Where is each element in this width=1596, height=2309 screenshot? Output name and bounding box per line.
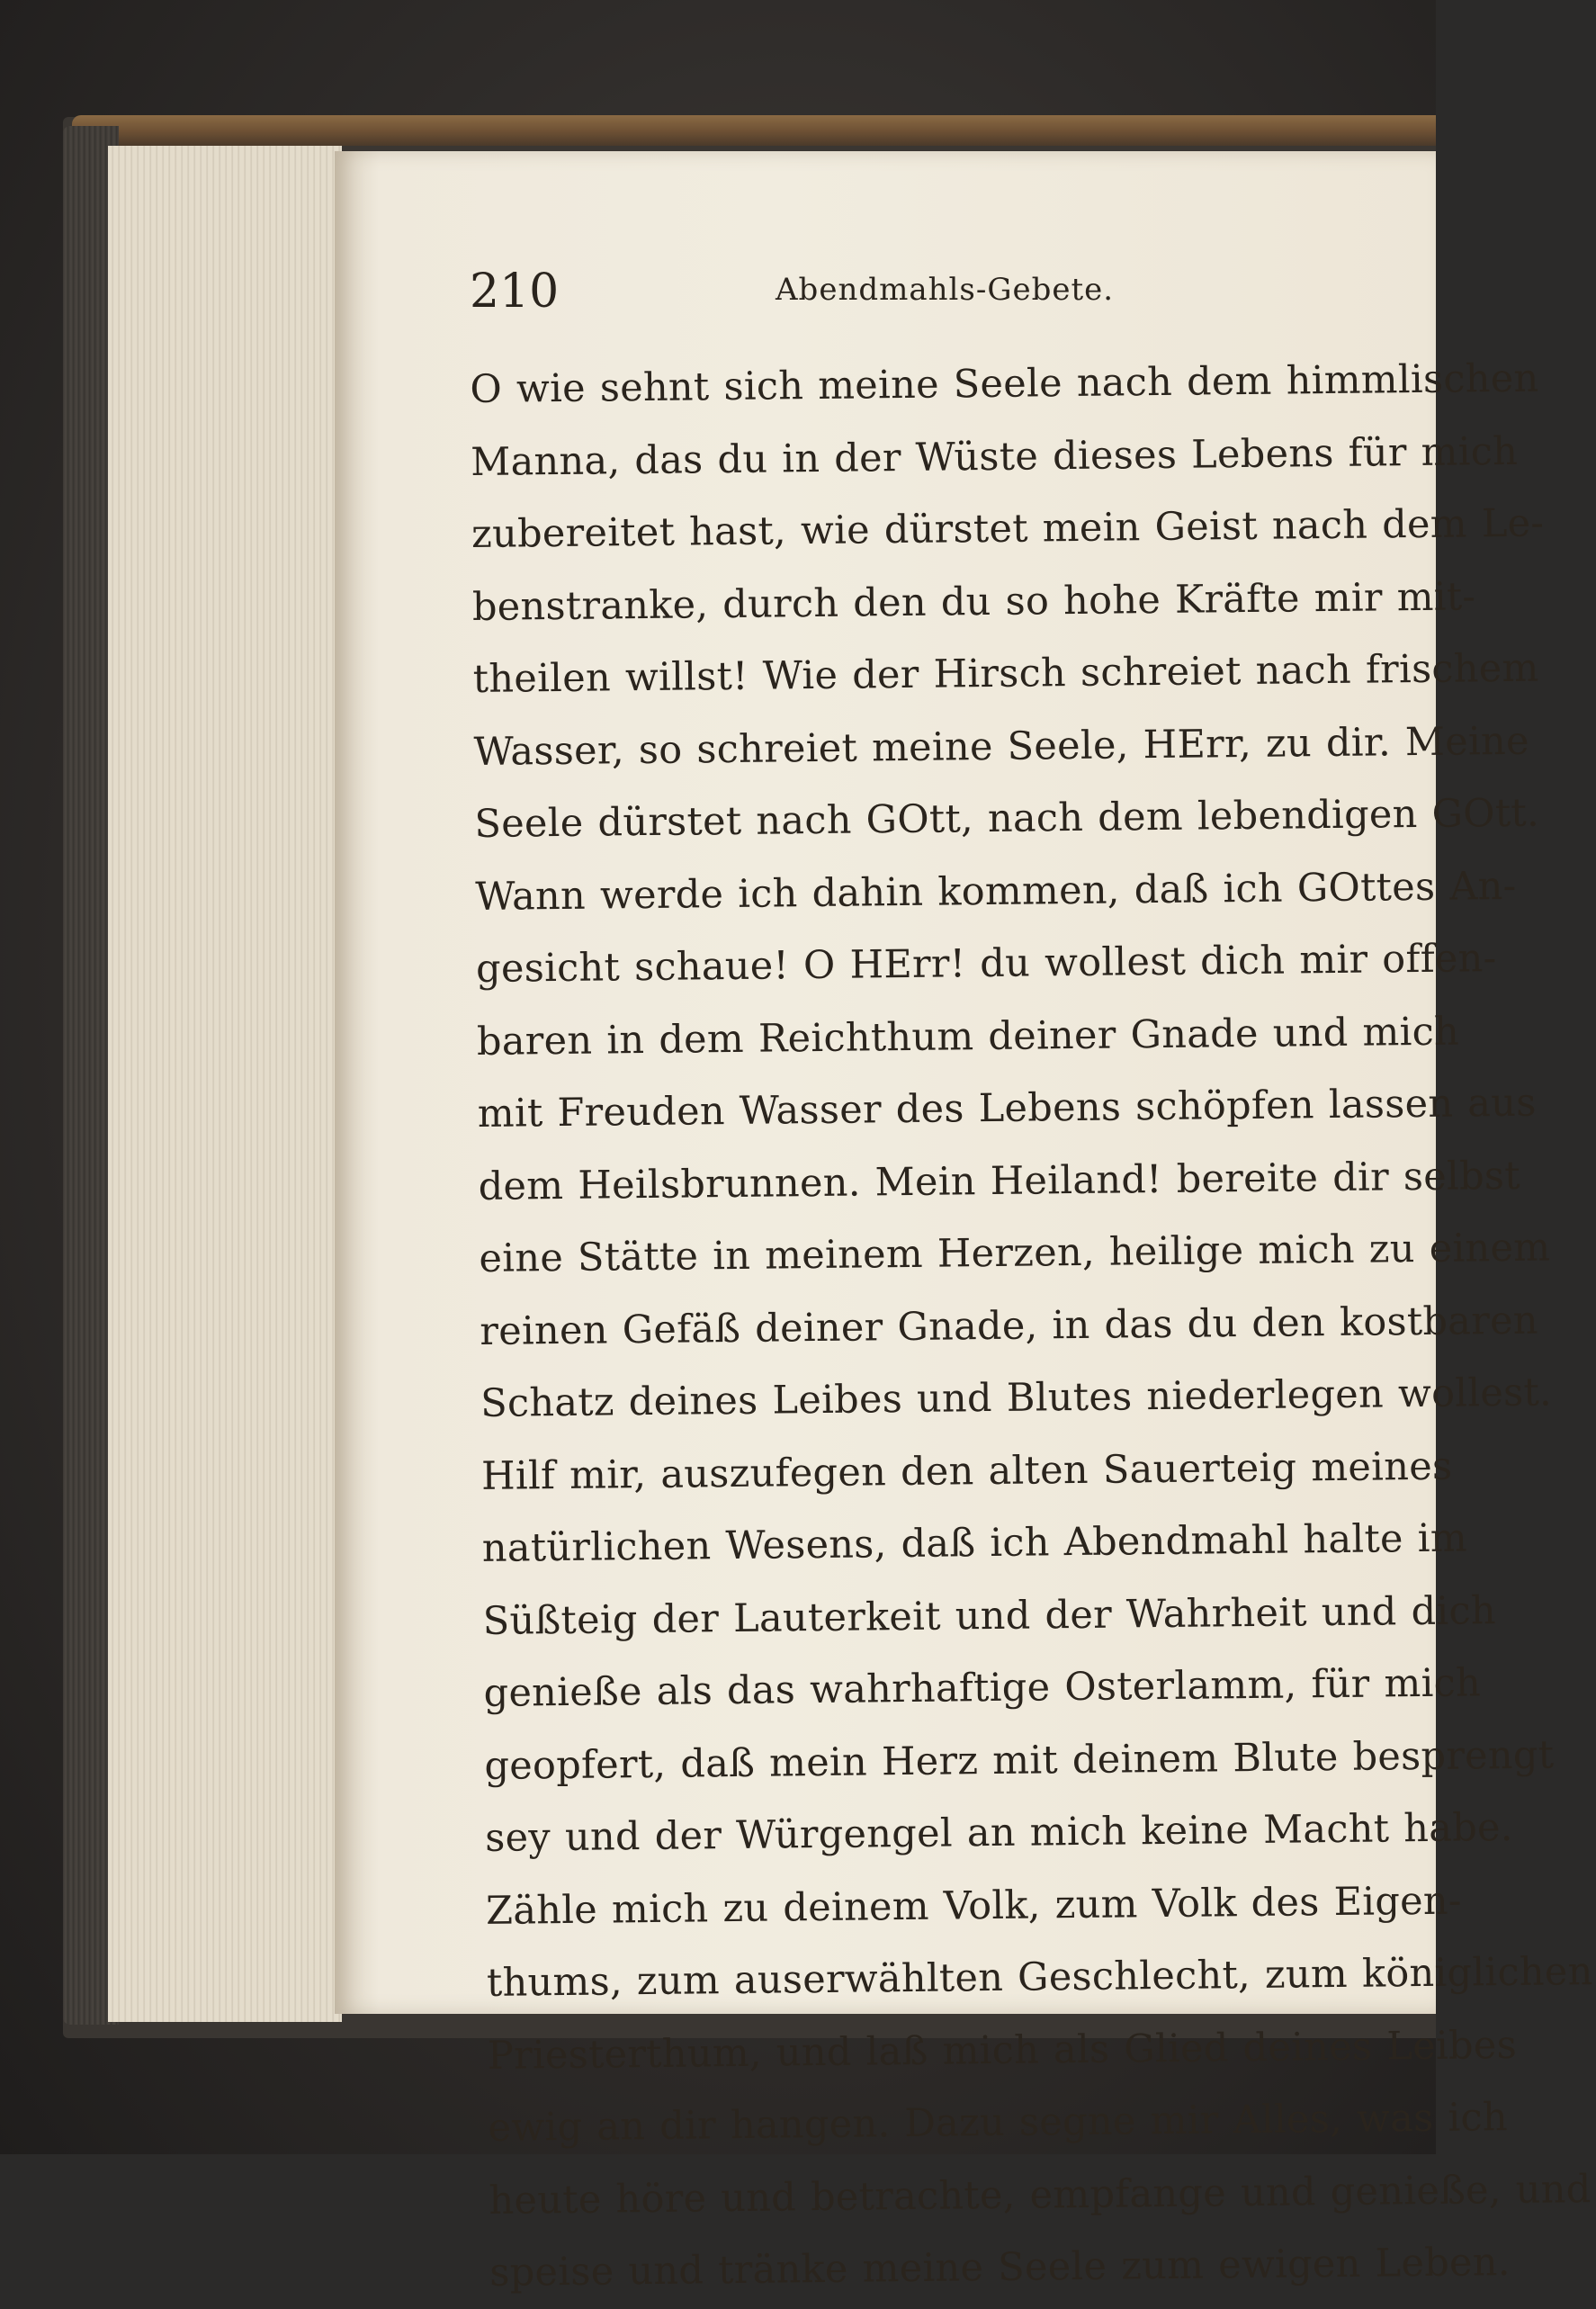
text-line: Priesterthum, und laß mich als Glied deines Leibes [487, 2022, 1518, 2079]
text-line: Zähle mich zu deinem Volk, zum Volk des Eigen- [485, 1878, 1462, 1934]
text-line: speise und tränke meine Seele zum ewigen Leben. [489, 2240, 1511, 2296]
text-line: heute höre und betrachte, empfange und genieße, und [489, 2166, 1592, 2224]
text-line: dem Heilsbrunnen. Mein Heiland! bereite dir selbst [478, 1153, 1521, 1209]
text-line: baren in dem Reichthum deiner Gnade und mich [476, 1009, 1460, 1065]
text-line: theilen willst! Wie der Hirsch schreiet nach frischem [472, 645, 1539, 702]
text-line: Seele dürstet nach GOtt, nach dem lebendigen GOtt. [474, 790, 1540, 847]
prayer-text [470, 345, 1593, 2309]
text-line: reinen Gefäß deiner Gnade, in das du den kostbaren [480, 1298, 1539, 1354]
text-line: Manna, das du in der Wüste dieses Lebens für mich [471, 428, 1519, 485]
text-line: O wie sehnt sich meine Seele nach dem himmlischen [470, 355, 1539, 412]
text-line: Süßteig der Lauterkeit und der Wahrheit und dich [482, 1587, 1497, 1644]
text-line: genieße als das wahrhaftige Osterlamm, für mich [483, 1660, 1482, 1716]
text-line: gesicht schaue! O HErr! du wollest dich mir offen- [475, 936, 1497, 992]
text-line: natürlichen Wesens, daß ich Abendmahl halte im [481, 1515, 1468, 1571]
text-line: Hilf mir, auszufegen den alten Sauerteig meines [480, 1443, 1453, 1499]
text-line: geopfert, daß mein Herz mit deinem Blute besprengt [484, 1731, 1555, 1789]
text-line: sey und der Würgengel an mich keine Macht habe. [485, 1804, 1513, 1861]
page-number: 210 [470, 265, 560, 319]
text-line: eine Stätte in meinem Herzen, heilige mich zu einem [479, 1225, 1551, 1281]
running-title: Abendmahls-Gebete. [776, 272, 1115, 308]
text-line: Wasser, so schreiet meine Seele, HErr, zu dir. Meine [473, 718, 1530, 775]
text-line: benstranke, durch den du so hohe Kräfte mir mit- [471, 573, 1476, 630]
text-line: Schatz deines Leibes und Blutes niederlegen wollest. [480, 1370, 1553, 1426]
book-top-edge [72, 115, 1436, 146]
text-line: thums, zum auserwählten Geschlecht, zum königlichen [486, 1949, 1593, 2006]
page-header [470, 257, 1369, 329]
text-line: mit Freuden Wasser des Lebens schöpfen lassen aus [477, 1080, 1537, 1137]
page-edges [108, 146, 342, 2022]
text-line: ewig an dir hangen. Dazu segne mir Alles, was ich [488, 2095, 1509, 2151]
book-page [335, 151, 1593, 2296]
text-line: zubereitet hast, wie dürstet mein Geist nach dem Le- [471, 500, 1545, 557]
text-line: Wann werde ich dahin kommen, daß ich GOttes An- [475, 863, 1517, 920]
